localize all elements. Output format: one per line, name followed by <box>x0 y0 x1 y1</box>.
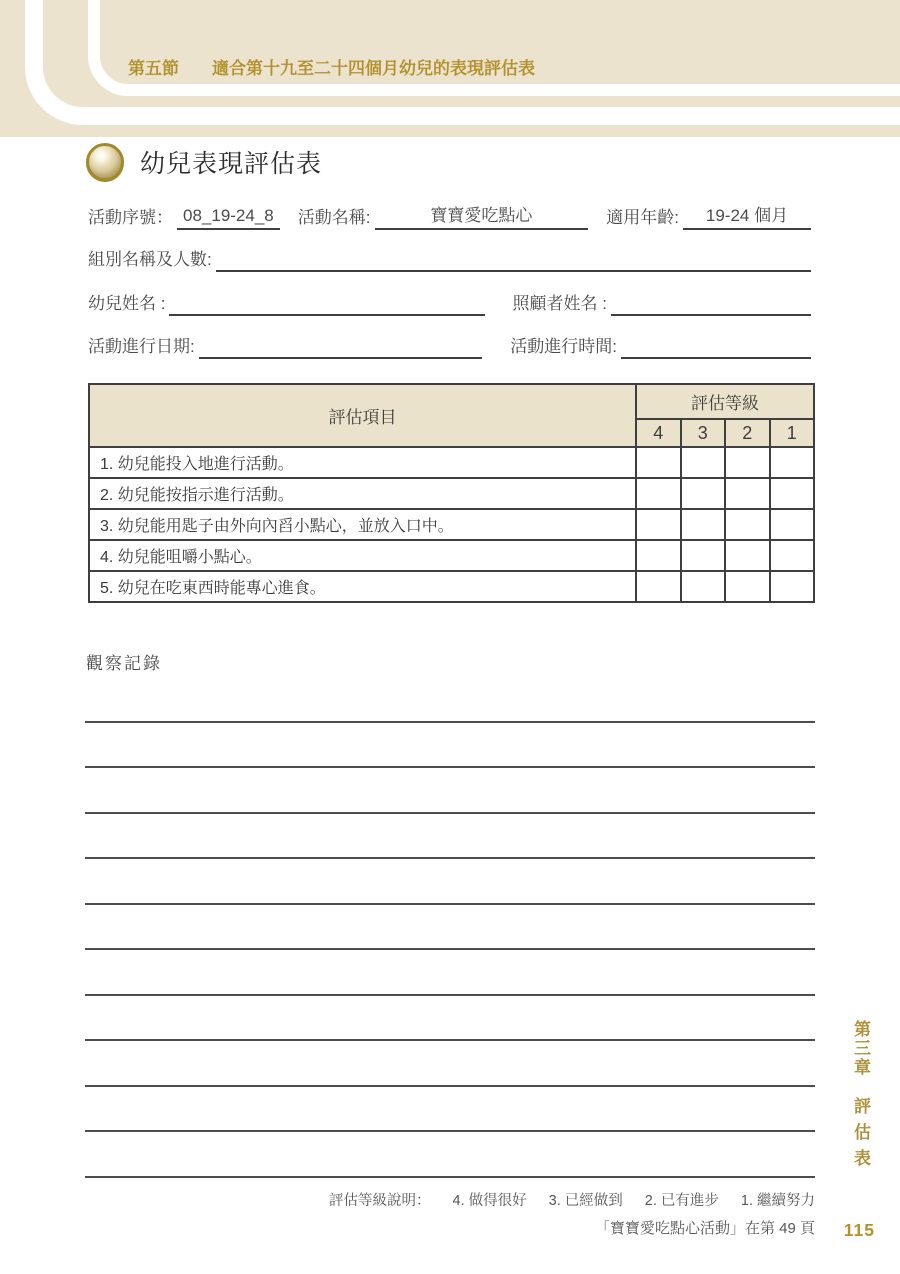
rating-cell <box>681 478 726 509</box>
section-title: 適合第十九至二十四個月幼兒的表現評估表 <box>212 59 535 78</box>
legend-item: 1. 繼續努力 <box>740 1193 815 1209</box>
assessment-row <box>89 509 814 540</box>
rating-cell <box>725 571 770 602</box>
section-label: 第五節 <box>128 59 179 78</box>
rating-cell <box>681 571 726 602</box>
rating-cell <box>770 571 815 602</box>
writing-line <box>85 1041 815 1087</box>
observation-lines <box>85 677 815 1178</box>
group-value <box>216 268 811 272</box>
rating-cell <box>636 478 681 509</box>
chapter-label: 第三章 <box>851 1020 870 1077</box>
writing-line <box>85 1132 815 1178</box>
writing-line <box>85 1087 815 1133</box>
assessment-table <box>88 383 815 603</box>
writing-line <box>85 677 815 723</box>
observation-label: 觀察記錄 <box>86 654 162 673</box>
rating-cell <box>636 571 681 602</box>
item-header-cell: 評估項目 <box>89 384 636 447</box>
page-number: 115 <box>843 1220 875 1240</box>
rating-legend <box>88 1189 815 1210</box>
section-banner <box>0 0 900 137</box>
rating-level-header: 4 <box>636 419 681 447</box>
rating-cell <box>770 509 815 540</box>
child-name-value <box>169 312 484 316</box>
rating-cell <box>681 540 726 571</box>
chapter-marker <box>848 1020 873 1175</box>
form-row-activity <box>88 204 815 230</box>
writing-line <box>85 768 815 814</box>
activity-date-value <box>199 355 483 359</box>
legend-label: 評估等級說明： <box>329 1193 431 1209</box>
rating-cell <box>770 447 815 478</box>
rating-cell <box>636 447 681 478</box>
rating-cell <box>725 447 770 478</box>
pearl-sphere-icon <box>86 143 124 181</box>
rating-cell <box>681 509 726 540</box>
activity-date-label: 活動進行日期: <box>88 337 195 356</box>
page-title-row <box>86 138 322 186</box>
rating-cell <box>770 478 815 509</box>
age-range-value: 19-24 個月 <box>683 201 811 230</box>
form-row-names <box>88 290 815 316</box>
assessment-row <box>89 540 814 571</box>
rating-cell <box>725 478 770 509</box>
activity-name-value: 寶寶愛吃點心 <box>375 201 589 230</box>
form-row-group <box>88 246 815 272</box>
rating-cell <box>725 509 770 540</box>
activity-time-value <box>621 355 811 359</box>
form-row-datetime <box>88 333 815 359</box>
rating-header-cell: 評估等級 <box>636 384 814 419</box>
writing-line <box>85 950 815 996</box>
group-label: 組別名稱及人數: <box>88 250 212 269</box>
rating-level-header: 3 <box>681 419 726 447</box>
legend-item: 3. 已經做到 <box>548 1193 623 1209</box>
chapter-section-label: 評估表 <box>851 1097 870 1175</box>
page-title: 幼兒表現評估表 <box>140 150 323 178</box>
activity-time-label: 活動進行時間: <box>510 337 617 356</box>
rating-level-header: 1 <box>770 419 815 447</box>
section-header <box>128 54 535 79</box>
activity-no-label: 活動序號： <box>88 208 173 227</box>
assessment-item-text: 3. 幼兒能用匙子由外向內舀小點心，並放入口中。 <box>89 509 636 540</box>
rating-cell <box>636 509 681 540</box>
assessment-row <box>89 571 814 602</box>
writing-line <box>85 996 815 1042</box>
assessment-item-text: 2. 幼兒能按指示進行活動。 <box>89 478 636 509</box>
age-range-label: 適用年齡: <box>606 208 679 227</box>
rating-cell <box>725 540 770 571</box>
banner-inner-curve <box>88 0 900 96</box>
rating-level-header: 2 <box>725 419 770 447</box>
activity-name-label: 活動名稱: <box>297 208 371 227</box>
rating-cell <box>770 540 815 571</box>
assessment-item-text: 5. 幼兒在吃東西時能專心進食。 <box>89 571 636 602</box>
writing-line <box>85 814 815 860</box>
assessment-row <box>89 478 814 509</box>
child-name-label: 幼兒姓名 : <box>88 294 166 313</box>
rating-cell <box>681 447 726 478</box>
reference-note: 「寶寶愛吃點心活動」在第 49 頁 <box>594 1220 815 1237</box>
writing-line <box>85 859 815 905</box>
legend-item: 4. 做得很好 <box>452 1193 527 1209</box>
writing-line <box>85 905 815 951</box>
legend-item: 2. 已有進步 <box>644 1193 719 1209</box>
caregiver-name-value <box>611 312 811 316</box>
assessment-item-text: 1. 幼兒能投入地進行活動。 <box>89 447 636 478</box>
caregiver-name-label: 照顧者姓名 : <box>512 294 607 313</box>
assessment-row <box>89 447 814 478</box>
writing-line <box>85 723 815 769</box>
rating-cell <box>636 540 681 571</box>
activity-no-value: 08_19-24_8 <box>177 206 280 230</box>
assessment-item-text: 4. 幼兒能咀嚼小點心。 <box>89 540 636 571</box>
